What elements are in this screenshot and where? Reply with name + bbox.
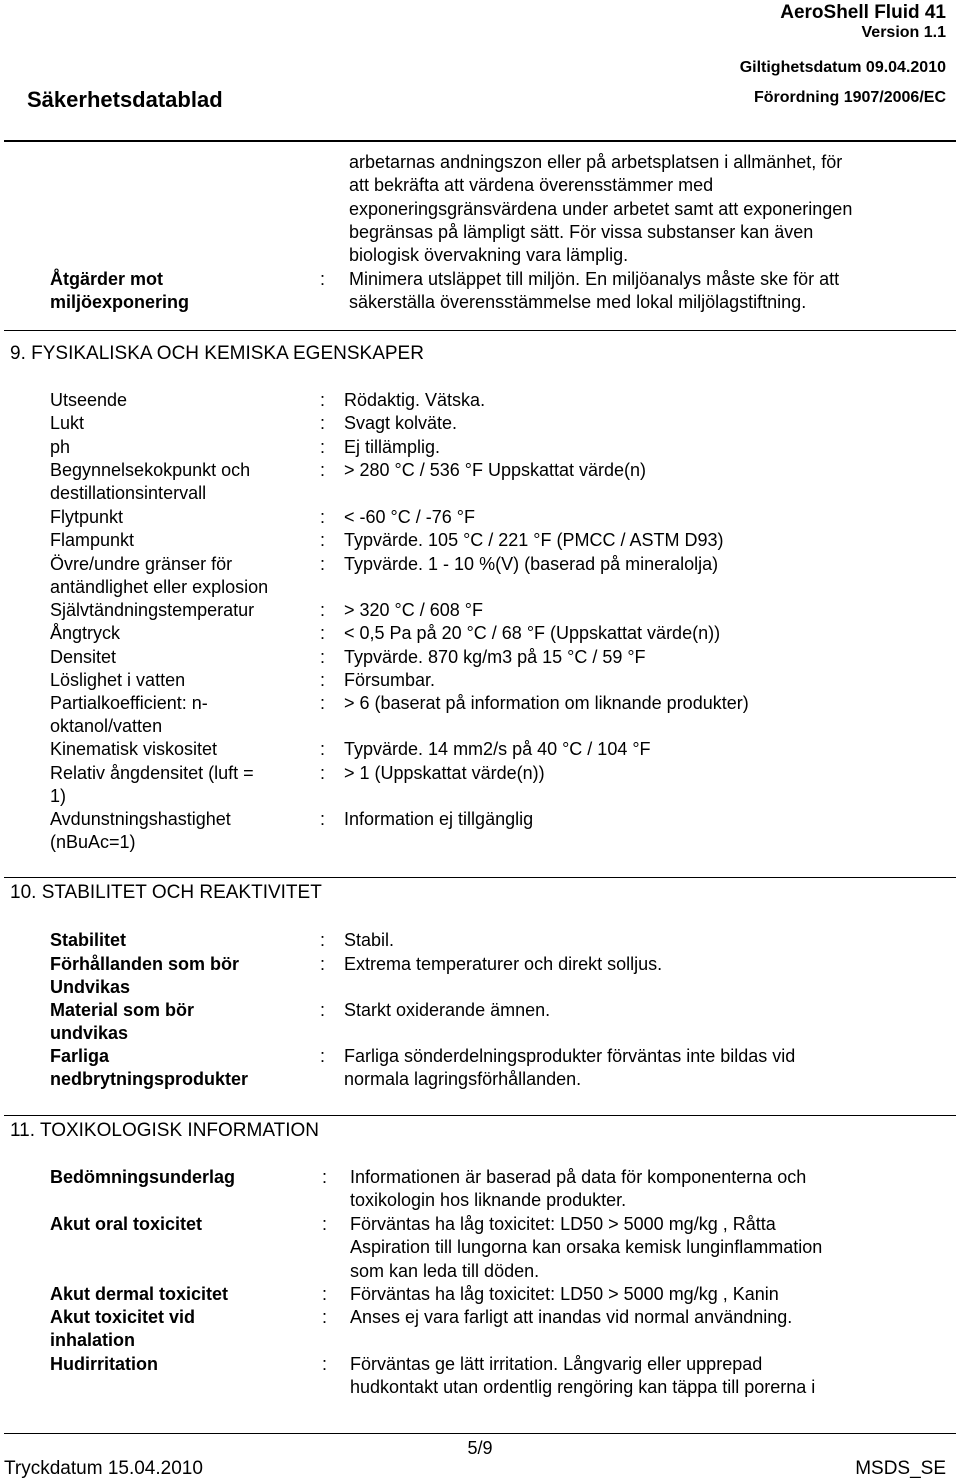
property-label-line: Löslighet i vatten	[50, 670, 186, 690]
colon: :	[320, 390, 326, 410]
property-value-line: Svagt kolväte.	[344, 413, 458, 433]
section-9-title: 9. FYSIKALISKA OCH KEMISKA EGENSKAPER	[10, 343, 424, 364]
property-value	[344, 953, 662, 976]
property-label-line: Akut dermal toxicitet	[50, 1284, 229, 1304]
property-label	[50, 1166, 235, 1189]
property-value-line: Stabil.	[344, 930, 395, 950]
property-value-line: > 1 (Uppskattat värde(n))	[344, 763, 545, 783]
property-value	[344, 622, 720, 645]
property-row	[50, 412, 950, 435]
property-value-line: Ej tillämplig.	[344, 437, 441, 457]
property-label-line: Övre/undre gränser för	[50, 554, 233, 574]
property-value	[344, 529, 724, 552]
colon: :	[320, 530, 326, 550]
property-value-line: Försumbar.	[344, 670, 436, 690]
property-label-line: Förhållanden som bör	[50, 954, 240, 974]
regulation: Förordning 1907/2006/EC	[753, 89, 946, 106]
property-value	[344, 738, 651, 761]
property-label-line: Partialkoefficient: n-	[50, 693, 208, 713]
property-value-line: som kan leda till döden.	[350, 1260, 540, 1281]
colon: :	[322, 1167, 328, 1187]
property-value-line: Förväntas ge lätt irritation. Långvarig eller upprepad	[350, 1354, 763, 1374]
property-label-line: Undvikas	[50, 977, 131, 998]
property-label-line: Material som bör	[50, 1000, 195, 1020]
property-label	[50, 599, 254, 622]
property-label	[50, 529, 134, 552]
property-value	[344, 929, 394, 952]
print-date: Tryckdatum 15.04.2010	[4, 1458, 203, 1479]
property-row	[50, 459, 950, 506]
env-exposure-value: Minimera utsläppet till miljön. En miljöanalys måste ske för att säkerställa överensstämmelse med lokal miljölagstiftning.	[349, 269, 840, 313]
property-row	[50, 929, 950, 952]
property-label-line: antändlighet eller explosion	[50, 577, 269, 598]
property-row	[50, 436, 950, 459]
property-value-line: Anses ej vara farligt att inandas vid normal användning.	[350, 1307, 793, 1327]
property-value-line: Typvärde. 870 kg/m3 på 15 °C / 59 °F	[344, 647, 646, 667]
colon: :	[320, 600, 326, 620]
product-name: AeroShell Fluid 41	[780, 2, 946, 23]
property-value-line: Informationen är baserad på data för komponenterna och	[350, 1167, 807, 1187]
property-label-line: Relativ ångdensitet (luft =	[50, 763, 254, 783]
property-value-line: Starkt oxiderande ämnen.	[344, 1000, 551, 1020]
property-label-line: Stabilitet	[50, 930, 127, 950]
property-value	[344, 999, 550, 1022]
colon: :	[320, 269, 326, 289]
continuation-text: arbetarnas andningszon eller på arbetsplatsen i allmänhet, för att bekräfta att värdena överensstämmer med exponeringsgränsvärdena under arbetet samt att exponeringen begränsas på lämpligt sätt. För vissa substanser kan även biologisk övervakning vara lämplig.	[349, 152, 853, 266]
property-label-line: nedbrytningsprodukter	[50, 1069, 249, 1090]
property-label	[50, 999, 194, 1046]
property-label-line: Självtändningstemperatur	[50, 600, 255, 620]
property-row	[50, 999, 950, 1046]
colon: :	[320, 554, 326, 574]
property-value-line: Förväntas ha låg toxicitet: LD50 > 5000 mg/kg , Kanin	[350, 1284, 779, 1304]
property-value	[344, 389, 485, 412]
property-value	[350, 1353, 815, 1400]
property-label	[50, 389, 127, 412]
property-label-line: Kinematisk viskositet	[50, 739, 218, 759]
property-value	[344, 553, 718, 576]
property-row	[50, 953, 950, 1000]
property-value-line: Typvärde. 1 - 10 %(V) (baserad på mineralolja)	[344, 554, 719, 574]
property-value-line: Rödaktig. Vätska.	[344, 390, 486, 410]
property-row	[50, 1213, 950, 1283]
property-row	[50, 622, 950, 645]
colon: :	[320, 739, 326, 759]
version: Version 1.1	[861, 24, 946, 41]
property-label-line: Begynnelsekokpunkt och	[50, 460, 251, 480]
colon: :	[320, 670, 326, 690]
property-label-line: (nBuAc=1)	[50, 832, 136, 853]
colon: :	[320, 460, 326, 480]
colon: :	[320, 763, 326, 783]
property-label-line: Hudirritation	[50, 1354, 158, 1374]
property-row	[50, 553, 950, 600]
colon: :	[320, 954, 326, 974]
property-label	[50, 692, 208, 739]
property-row	[50, 1045, 950, 1092]
colon: :	[320, 693, 326, 713]
doc-code: MSDS_SE	[855, 1458, 946, 1479]
footer-rule	[4, 1433, 956, 1434]
property-value-line: Extrema temperaturer och direkt solljus.	[344, 954, 663, 974]
property-value	[344, 762, 545, 785]
property-value-line: Information ej tillgänglig	[344, 809, 534, 829]
property-label-line: undvikas	[50, 1023, 129, 1044]
property-label	[50, 459, 250, 506]
property-label-line: Ångtryck	[50, 623, 121, 643]
property-value-line: > 320 °C / 608 °F	[344, 600, 483, 620]
property-label-line: Utseende	[50, 390, 128, 410]
property-label-line: Flampunkt	[50, 530, 135, 550]
property-label-line: Avdunstningshastighet	[50, 809, 231, 829]
colon: :	[320, 1000, 326, 1020]
property-value	[344, 692, 749, 715]
section-rule	[4, 1115, 956, 1116]
property-row	[50, 762, 950, 809]
colon: :	[320, 507, 326, 527]
colon: :	[322, 1307, 328, 1327]
property-label-line: Akut oral toxicitet	[50, 1214, 203, 1234]
property-value-line: hudkontakt utan ordentlig rengöring kan täppa till porerna i	[350, 1377, 816, 1398]
colon: :	[320, 437, 326, 457]
property-label-line: Densitet	[50, 647, 117, 667]
property-value	[350, 1306, 792, 1329]
property-value-line: Typvärde. 105 °C / 221 °F (PMCC / ASTM D93)	[344, 530, 724, 550]
property-label	[50, 762, 254, 809]
property-label-line: oktanol/vatten	[50, 716, 163, 737]
colon: :	[322, 1284, 328, 1304]
property-label-line: Flytpunkt	[50, 507, 124, 527]
property-value-line: Farliga sönderdelningsprodukter förväntas inte bildas vid	[344, 1046, 796, 1066]
property-label	[50, 1353, 158, 1376]
property-value	[344, 506, 475, 529]
property-value-line: Aspiration till lungorna kan orsaka kemisk lunginflammation	[350, 1237, 823, 1258]
property-label	[50, 1306, 195, 1353]
property-label-line: ph	[50, 437, 71, 457]
property-value-line: toxikologin hos liknande produkter.	[350, 1190, 627, 1211]
doc-title: Säkerhetsdatablad	[27, 87, 223, 112]
colon: :	[320, 1046, 326, 1066]
property-value	[344, 599, 483, 622]
property-label	[50, 1213, 202, 1236]
property-row	[50, 669, 950, 692]
property-value	[350, 1213, 822, 1283]
section-rule	[4, 330, 956, 331]
property-label	[50, 929, 126, 952]
property-row	[50, 646, 950, 669]
property-row	[50, 1353, 950, 1400]
property-row	[50, 529, 950, 552]
property-label-line: 1)	[50, 786, 67, 807]
property-label-line: destillationsintervall	[50, 483, 207, 504]
property-row	[50, 389, 950, 412]
section-10-title: 10. STABILITET OCH REAKTIVITET	[10, 882, 322, 903]
property-label	[50, 953, 239, 1000]
section-11-title: 11. TOXIKOLOGISK INFORMATION	[10, 1120, 319, 1141]
property-label-line: Farliga	[50, 1046, 110, 1066]
colon: :	[320, 930, 326, 950]
property-row	[50, 506, 950, 529]
property-value-line: < -60 °C / -76 °F	[344, 507, 475, 527]
colon: :	[322, 1214, 328, 1234]
property-value-line: Typvärde. 14 mm2/s på 40 °C / 104 °F	[344, 739, 651, 759]
property-row	[50, 738, 950, 761]
property-value	[350, 1166, 806, 1213]
colon: :	[320, 413, 326, 433]
property-row	[50, 808, 950, 855]
property-value	[344, 436, 440, 459]
property-label	[50, 808, 231, 855]
property-label	[50, 412, 84, 435]
property-value	[344, 459, 646, 482]
section-rule	[4, 877, 956, 878]
validity-date: Giltighetsdatum 09.04.2010	[739, 59, 946, 76]
colon: :	[322, 1354, 328, 1374]
property-value-line: < 0,5 Pa på 20 °C / 68 °F (Uppskattat värde(n))	[344, 623, 721, 643]
property-label	[50, 1045, 248, 1092]
property-label	[50, 506, 123, 529]
property-value	[344, 646, 646, 669]
property-label-line: Bedömningsunderlag	[50, 1167, 236, 1187]
property-value-line: normala lagringsförhållanden.	[344, 1069, 582, 1090]
property-label	[50, 436, 70, 459]
page-number: 5/9	[467, 1438, 493, 1458]
property-label	[50, 622, 120, 645]
colon: :	[320, 623, 326, 643]
property-label-line: inhalation	[50, 1330, 135, 1351]
property-row	[50, 599, 950, 622]
property-label	[50, 553, 268, 600]
property-value	[344, 808, 533, 831]
property-value	[344, 412, 457, 435]
colon: :	[320, 809, 326, 829]
header-rule	[4, 140, 956, 142]
property-row	[50, 1166, 950, 1213]
property-value-line: Förväntas ha låg toxicitet: LD50 > 5000 mg/kg , Råtta	[350, 1214, 776, 1234]
property-row	[50, 1306, 950, 1353]
colon: :	[320, 647, 326, 667]
property-value	[350, 1283, 779, 1306]
property-row	[50, 692, 950, 739]
property-label	[50, 738, 217, 761]
property-value	[344, 669, 435, 692]
property-label	[50, 646, 116, 669]
property-row	[50, 1283, 950, 1306]
property-value	[344, 1045, 795, 1092]
property-label	[50, 669, 185, 692]
property-value-line: > 280 °C / 536 °F Uppskattat värde(n)	[344, 460, 647, 480]
env-exposure-label: Åtgärder mot miljöexponering	[50, 269, 190, 313]
property-label-line: Lukt	[50, 413, 85, 433]
property-label	[50, 1283, 228, 1306]
property-label-line: Akut toxicitet vid	[50, 1307, 196, 1327]
property-value-line: > 6 (baserat på information om liknande produkter)	[344, 693, 749, 713]
